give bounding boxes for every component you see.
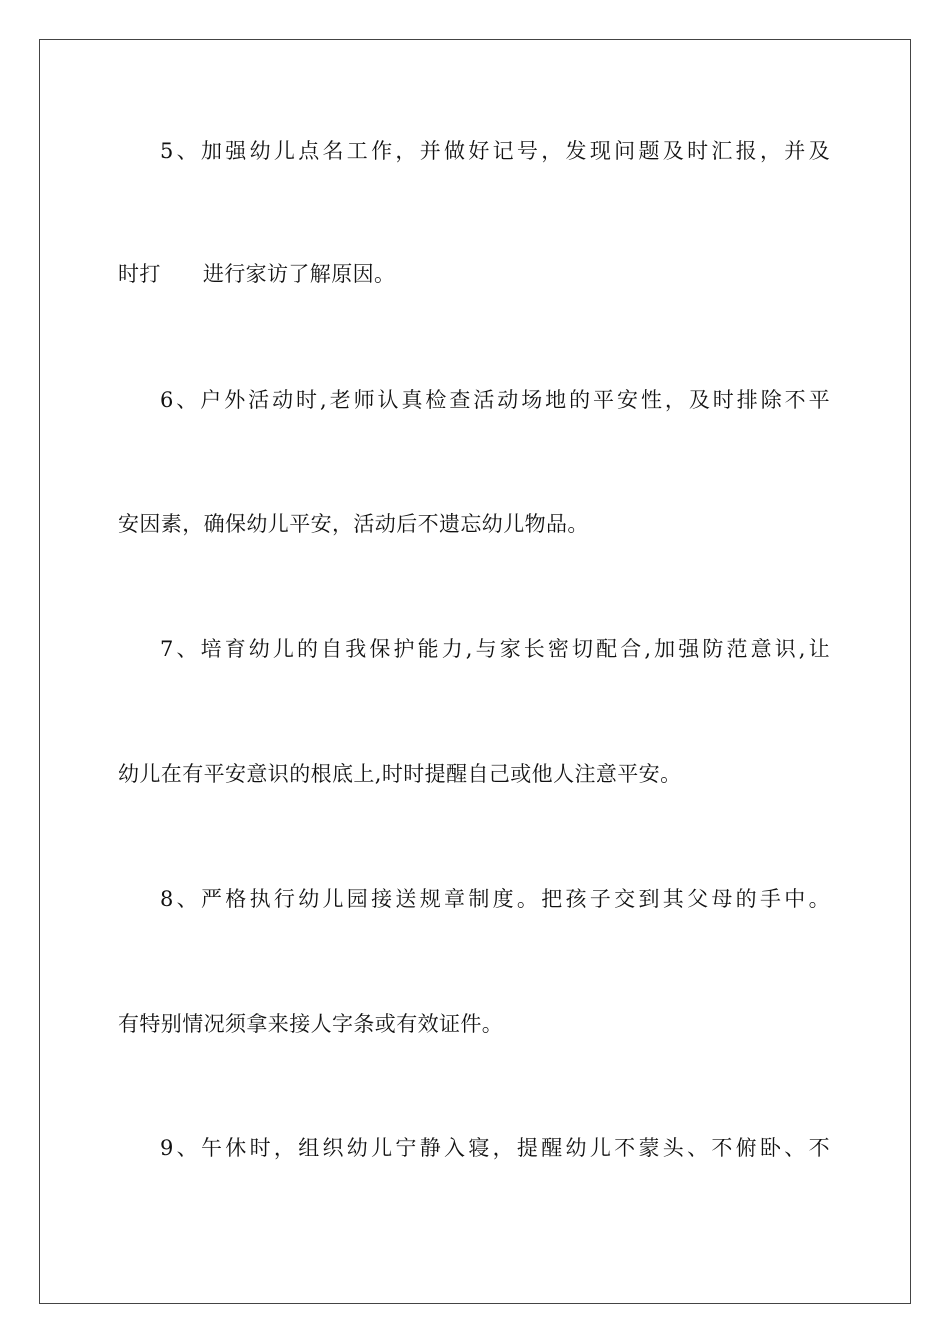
page-frame <box>39 39 911 1304</box>
paragraph-5-line-2-part-1: 时打 <box>118 262 161 286</box>
paragraph-7-line-1: 7、培育幼儿的自我保护能力,与家长密切配合,加强防范意识,让 <box>160 637 830 661</box>
paragraph-5-line-1: 5、加强幼儿点名工作，并做好记号，发现问题及时汇报，并及 <box>160 139 830 163</box>
paragraph-5-line-2 <box>118 260 838 288</box>
paragraph-8-line-2: 有特别情况须拿来接人字条或有效证件。 <box>118 1012 504 1036</box>
paragraph-7-line-2: 幼儿在有平安意识的根底上,时时提醒自己或他人注意平安。 <box>118 762 682 786</box>
paragraph-5-line-2-part-2: 进行家访了解原因。 <box>202 262 396 286</box>
paragraph-6-line-1: 6、户外活动时,老师认真检查活动场地的平安性，及时排除不平 <box>160 388 830 412</box>
paragraph-6-line-2: 安因素，确保幼儿平安，活动后不遗忘幼儿物品。 <box>118 512 589 536</box>
paragraph-9-line-1: 9、午休时，组织幼儿宁静入寝，提醒幼儿不蒙头、不俯卧、不 <box>160 1136 830 1160</box>
paragraph-8-line-1: 8、严格执行幼儿园接送规章制度。把孩子交到其父母的手中。 <box>160 887 830 911</box>
